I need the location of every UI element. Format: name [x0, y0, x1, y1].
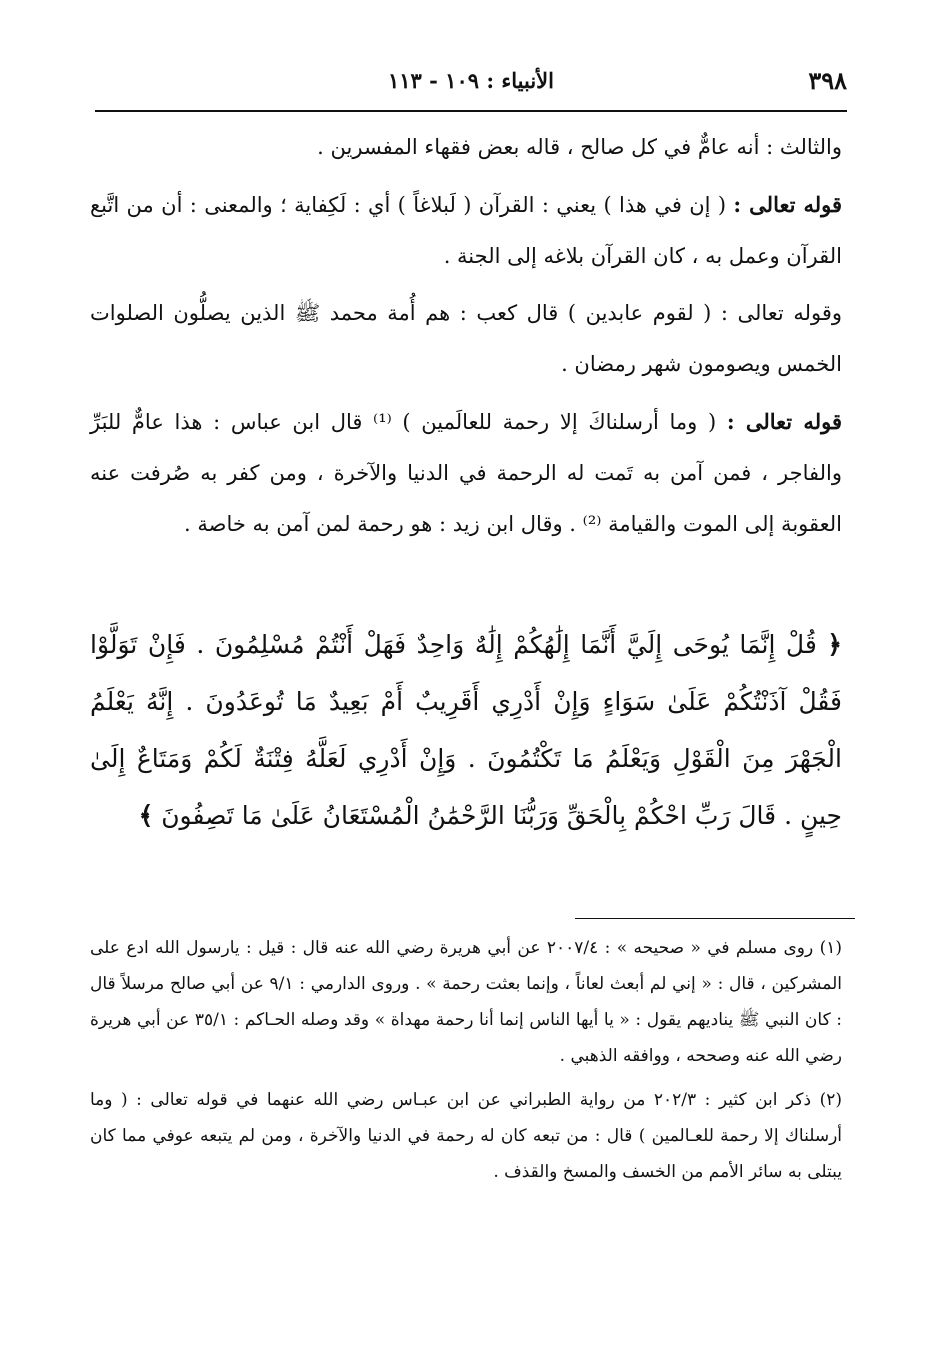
paragraph-4: [90, 396, 842, 550]
footnote-1: (١) روى مسلم في « صحيحه » : ٢٠٠٧/٤ عن أبي هريرة رضي الله عنه قال : قيل : يارسول الله ادع على المشركين ، قال : « إني لم أبعث لعاناً ، وإنما بعثت رحمة » . وروى الدارمي : ٩/١ عن أبي صالح مرسلاً قال : كان النبي ﷺ يناديهم يقول : « يا أيها الناس إنما أنا رحمة مهداة » وقد وصله الحـاكم : ٣٥/١ عن أبي هريرة رضي الله عنه وصححه ، ووافقه الذهبي .: [90, 938, 842, 1066]
footnotes: [90, 930, 842, 1198]
paragraph-2-text: ( إن في هذا ) يعني : القرآن ( لَبلاغاً ) أي : لَكِفاية ؛ والمعنى : أن من اتَّبع القرآن وعمل به ، كان القرآن بلاغه إلى الجنة .: [90, 193, 842, 268]
paragraph-3: وقوله تعالى : ( لقوم عابدين ) قال كعب : هم أُمة محمد ﷺ الذين يصلُّون الصلوات الخمس ويصومون شهر رمضان .: [90, 301, 842, 376]
verse-open-brace: ﴿: [827, 630, 842, 659]
quran-verses: [90, 616, 842, 844]
page-number: ٣٩٨: [808, 66, 847, 95]
header-rule: [95, 110, 847, 112]
paragraph-4-lead: قوله تعالى :: [726, 409, 842, 434]
paragraph-2-lead: قوله تعالى :: [733, 192, 842, 217]
footnote-2: (٢) ذكر ابن كثير : ٢٠٢/٣ من رواية الطبراني عن ابن عبـاس رضي الله عنهما في قوله تعالى : ( وما أرسلناك إلا رحمة للعـالمين ) قال : من تبعه كان له رحمة في الدنيا والآخرة ، ومن لم يتبعه عوفي مما كان يبتلى به سائر الأمم من الخسف والمسخ والقذف .: [90, 1090, 842, 1182]
running-title: الأنبياء : ١٠٩ - ١١٣: [387, 68, 554, 93]
commentary-body: [90, 122, 842, 556]
paragraph-2: [90, 179, 842, 282]
paragraph-4-text: ( وما أرسلناكَ إلا رحمة للعالَمين ) ⁽¹⁾ قال ابن عباس : هذا عامٌّ للبَرِّ والفاجر ، فمن آمن به تَمت له الرحمة في الدنيا والآخرة ، ومن كفر به صُرفت عنه العقوبة إلى الموت والقيامة ⁽²⁾ . وقال ابن زيد : هو رحمة لمن آمن به خاصة .: [90, 410, 842, 536]
verse-close-brace: ﴾: [138, 801, 154, 830]
page-header: [95, 62, 847, 110]
verse-text: قُلْ إِنَّمَا يُوحَى إِلَيَّ أَنَّمَا إِلَٰهُكُمْ إِلَٰهٌ وَاحِدٌ فَهَلْ أَنْتُمْ مُسْلِمُونَ . فَإِنْ تَوَلَّوْا فَقُلْ آذَنْتُكُمْ عَلَىٰ سَوَاءٍ وَإِنْ أَدْرِي أَقَرِيبٌ أَمْ بَعِيدٌ مَا تُوعَدُونَ . إِنَّهُ يَعْلَمُ الْجَهْرَ مِنَ الْقَوْلِ وَيَعْلَمُ مَا تَكْتُمُونَ . وَإِنْ أَدْرِي لَعَلَّهُ فِتْنَةٌ لَكُمْ وَمَتَاعٌ إِلَىٰ حِينٍ . قَالَ رَبِّ احْكُمْ بِالْحَقِّ وَرَبُّنَا الرَّحْمَٰنُ الْمُسْتَعَانُ عَلَىٰ مَا تَصِفُونَ: [90, 630, 842, 830]
footnote-rule: [575, 918, 855, 919]
paragraph-1: والثالث : أنه عامٌّ في كل صالح ، قاله بعض فقهاء المفسرين .: [317, 135, 842, 159]
